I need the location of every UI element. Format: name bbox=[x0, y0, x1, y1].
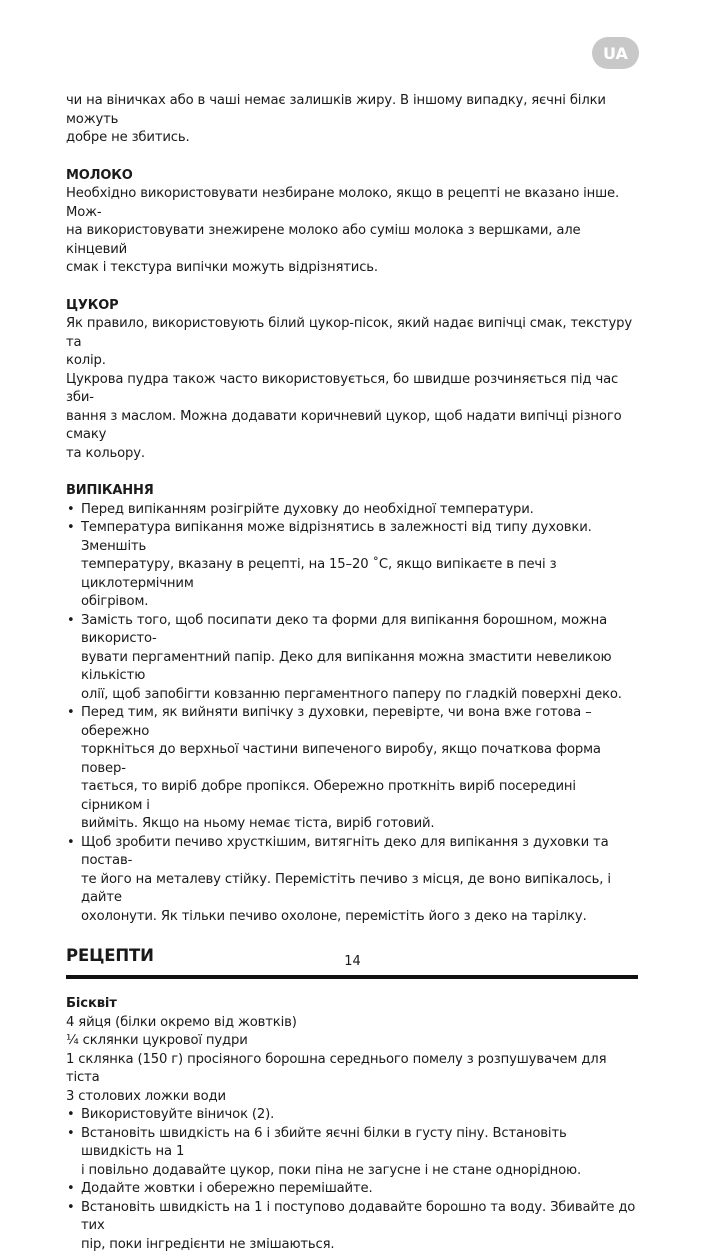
bullet-icon: • bbox=[67, 834, 75, 853]
bullet-icon: • bbox=[67, 1180, 75, 1199]
bullet-icon: • bbox=[67, 519, 75, 538]
list-item bbox=[66, 1106, 638, 1125]
text-line: Щоб зробити печиво хрусткішим, витягніть деко для випікання з духовки та постав- bbox=[81, 835, 609, 869]
list-item bbox=[66, 1199, 638, 1254]
text-line: вання з маслом. Можна додавати коричневий цукор, щоб надати випічці різного смаку bbox=[66, 409, 622, 443]
text-line: Перед тим, як вийняти випічку з духовки, перевірте, чи вона вже готова – обережно bbox=[81, 705, 592, 739]
recipe-name: Бісквіт bbox=[66, 995, 638, 1014]
text-line: Температура випікання може відрізнятись в залежності від типу духовки. Зменшіть bbox=[81, 520, 592, 554]
milk-section bbox=[66, 167, 638, 278]
text-line: торкніться до верхньої частини випеченого виробу, якщо початкова форма повер- bbox=[81, 742, 601, 776]
recipe-steps-list bbox=[66, 1106, 638, 1254]
baking-section bbox=[66, 482, 638, 926]
list-item bbox=[66, 612, 638, 705]
text-line: те його на металеву стійку. Перемістіть печиво з місця, де воно випікалось, і дайте bbox=[81, 872, 611, 906]
text-line: Цукрова пудра також часто використовується, бо швидше розчиняється під час зби- bbox=[66, 372, 618, 406]
bullet-icon: • bbox=[67, 501, 75, 520]
text-line: вувати пергаментний папір. Деко для випікання можна змастити невеликою кількістю bbox=[81, 650, 611, 684]
text-line: Замість того, щоб посипати деко та форми для випікання борошном, можна використо- bbox=[81, 613, 607, 647]
bullet-icon: • bbox=[67, 1125, 75, 1144]
text-line: Необхідно використовувати незбиране молоко, якщо в рецепті не вказано інше. Мож- bbox=[66, 186, 619, 220]
text-line: Перед випіканням розігрійте духовку до необхідної температури. bbox=[81, 502, 534, 517]
bullet-icon: • bbox=[67, 1106, 75, 1125]
heading-divider bbox=[66, 975, 638, 979]
bullet-icon: • bbox=[67, 1199, 75, 1218]
language-badge: UA bbox=[592, 37, 639, 69]
page-number: 14 bbox=[0, 954, 705, 969]
milk-heading: МОЛОКО bbox=[66, 167, 638, 186]
list-item bbox=[66, 1180, 638, 1199]
page-content bbox=[66, 92, 638, 1254]
text-line: пір, поки інгредієнти не змішаються. bbox=[81, 1237, 334, 1252]
text-line: на використовувати знежирене молоко або суміш молока з вершками, але кінцевий bbox=[66, 223, 581, 257]
text-line: обігрівом. bbox=[81, 594, 148, 609]
list-item bbox=[66, 1125, 638, 1181]
ingredient-line: ¼ склянки цукрової пудри bbox=[66, 1033, 248, 1048]
text-line: і повільно додавайте цукор, поки піна не загусне і не стане однорідною. bbox=[81, 1163, 581, 1178]
list-item bbox=[66, 834, 638, 927]
list-item bbox=[66, 704, 638, 834]
text-line: вийміть. Якщо на ньому немає тіста, виріб готовий. bbox=[81, 816, 434, 831]
text-line: добре не збитись. bbox=[66, 130, 190, 145]
bullet-icon: • bbox=[67, 704, 75, 723]
text-line: тається, то виріб добре пропікся. Обережно проткніть виріб посередині сірником і bbox=[81, 779, 576, 813]
text-line: смак і текстура випічки можуть відрізнятись. bbox=[66, 260, 378, 275]
sugar-section bbox=[66, 297, 638, 464]
bullet-icon: • bbox=[67, 612, 75, 631]
ingredient-line: 3 столових ложки води bbox=[66, 1089, 226, 1104]
sugar-heading: ЦУКОР bbox=[66, 297, 638, 316]
text-line: Як правило, використовують білий цукор-пісок, який надає випічці смак, текстуру та bbox=[66, 316, 632, 350]
text-line: охолонути. Як тільки печиво охолоне, перемістіть його з деко на тарілку. bbox=[81, 909, 587, 924]
recipes-heading: РЕЦЕПТИ bbox=[66, 946, 638, 971]
text-line: Встановіть швидкість на 1 і поступово додавайте борошно та воду. Збивайте до тих bbox=[81, 1200, 635, 1234]
text-line: Використовуйте віничок (2). bbox=[81, 1107, 274, 1122]
list-item bbox=[66, 501, 638, 520]
text-line: чи на віничках або в чаші немає залишків жиру. В іншому випадку, яєчні білки можуть bbox=[66, 93, 606, 127]
text-line: олії, щоб запобігти ковзанню пергаментного паперу по гладкій поверхні деко. bbox=[81, 687, 622, 702]
sugar-paragraph bbox=[66, 315, 638, 463]
text-line: температуру, вказану в рецепті, на 15–20 ˚C, якщо випікаєте в печі з циклотермічним bbox=[81, 557, 556, 591]
list-item bbox=[66, 519, 638, 612]
text-line: Додайте жовтки і обережно перемішайте. bbox=[81, 1181, 373, 1196]
intro-paragraph bbox=[66, 92, 638, 148]
ingredients-list bbox=[66, 1014, 638, 1107]
text-line: Встановіть швидкість на 6 і збийте яєчні білки в густу піну. Встановіть швидкість на 1 bbox=[81, 1126, 567, 1160]
baking-tips-list bbox=[66, 501, 638, 927]
text-line: та кольору. bbox=[66, 446, 145, 461]
milk-paragraph bbox=[66, 185, 638, 278]
ingredient-line: 1 склянка (150 г) просіяного борошна середнього помелу з розпушувачем для тіста bbox=[66, 1052, 606, 1086]
text-line: колір. bbox=[66, 353, 106, 368]
baking-heading: ВИПІКАННЯ bbox=[66, 482, 638, 501]
ingredient-line: 4 яйця (білки окремо від жовтків) bbox=[66, 1015, 297, 1030]
